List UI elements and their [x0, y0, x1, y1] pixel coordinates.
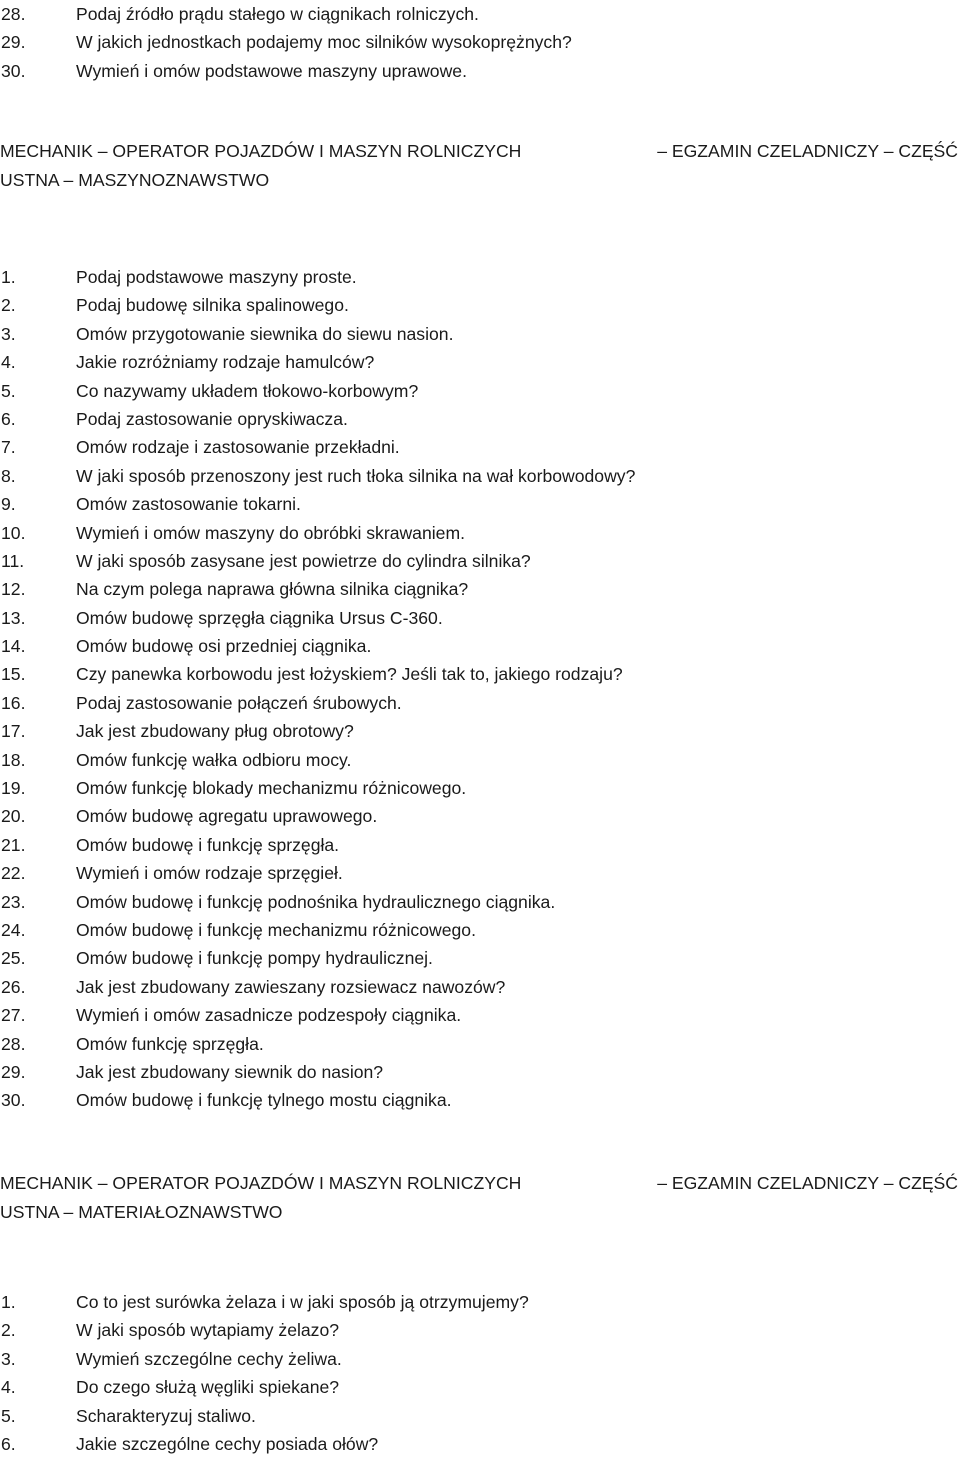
question-list-maszynoznawstwo [0, 263, 960, 1115]
item-text: Omów zastosowanie tokarni. [76, 494, 301, 515]
heading-line-2: USTNA – MATERIAŁOZNAWSTWO [0, 1201, 283, 1222]
item-number: 28. [1, 4, 26, 24]
item-number: 17. [1, 721, 26, 742]
list-item [0, 888, 960, 916]
item-text: Omów funkcję blokady mechanizmu różnicowego. [76, 778, 467, 799]
item-text: Scharakteryzuj staliwo. [76, 1405, 256, 1426]
item-number: 16. [1, 692, 26, 713]
item-text: Na czym polega naprawa główna silnika ciągnika? [76, 579, 469, 600]
item-number: 13. [1, 607, 26, 628]
list-item [0, 320, 960, 348]
item-text: Podaj zastosowanie połączeń śrubowych. [76, 692, 402, 713]
item-text: Wymień szczególne cechy żeliwa. [76, 1348, 342, 1369]
item-number: 2. [1, 295, 16, 316]
item-number: 2. [1, 1320, 16, 1341]
item-text: Omów budowę i funkcję sprzęgła. [76, 834, 340, 855]
list-item [0, 377, 960, 405]
item-text: Wymień i omów zasadnicze podzespoły ciągnika. [76, 1005, 462, 1026]
item-text: W jaki sposób przenoszony jest ruch tłoka silnika na wał korbowodowy? [76, 465, 636, 486]
list-item [0, 604, 960, 632]
heading-line-2: USTNA – MASZYNOZNAWSTWO [0, 169, 270, 190]
item-number: 14. [1, 636, 26, 657]
heading-part-a: MECHANIK – OPERATOR POJAZDÓW I MASZYN ROLNICZYCH [0, 141, 522, 161]
question-list-materialoznawstwo [0, 1288, 960, 1458]
item-text: Jakie szczególne cechy posiada ołów? [76, 1433, 379, 1454]
list-item [0, 774, 960, 802]
list-item [0, 1430, 960, 1458]
question-list-continued [0, 0, 960, 85]
item-number: 3. [1, 323, 16, 344]
list-item [0, 433, 960, 461]
item-number: 23. [1, 891, 26, 912]
item-text: Omów funkcję sprzęgła. [76, 1033, 264, 1054]
item-text: Podaj budowę silnika spalinowego. [76, 295, 349, 316]
item-number: 5. [1, 1405, 16, 1426]
item-number: 11. [1, 550, 25, 571]
item-number: 12. [1, 579, 26, 600]
item-text: Omów budowę i funkcję podnośnika hydraulicznego ciągnika. [76, 891, 556, 912]
list-item [0, 547, 960, 575]
item-number: 4. [1, 1377, 16, 1398]
heading-line-1 [0, 1169, 958, 1198]
item-text: Podaj zastosowanie opryskiwacza. [76, 408, 348, 429]
heading-line-1 [0, 137, 958, 166]
heading-part-b: – EGZAMIN CZELADNICZY – CZĘŚĆ [657, 141, 958, 161]
list-item [0, 1288, 960, 1316]
item-text: Wymień i omów maszyny do obróbki skrawaniem. [76, 522, 465, 543]
item-number: 7. [1, 437, 16, 458]
item-number: 22. [1, 863, 26, 884]
item-text: Omów budowę sprzęgła ciągnika Ursus C-360. [76, 607, 443, 628]
item-text: Co nazywamy układem tłokowo-korbowym? [76, 380, 419, 401]
item-text: Co to jest surówka żelaza i w jaki sposób ją otrzymujemy? [76, 1292, 529, 1312]
section-heading-materialoznawstwo [0, 1169, 958, 1227]
item-number: 9. [1, 494, 16, 515]
item-text: W jaki sposób zasysane jest powietrze do cylindra silnika? [76, 550, 531, 571]
item-number: 6. [1, 1433, 16, 1454]
list-item [0, 689, 960, 717]
item-number: 29. [1, 1061, 26, 1082]
list-item [0, 973, 960, 1001]
item-text: Wymień i omów podstawowe maszyny uprawowe. [76, 60, 467, 81]
item-text: Omów rodzaje i zastosowanie przekładni. [76, 437, 400, 458]
list-item [0, 859, 960, 887]
item-number: 30. [1, 60, 26, 81]
list-item [0, 916, 960, 944]
list-item [0, 57, 960, 85]
section-heading-maszynoznawstwo [0, 137, 958, 195]
list-item [0, 632, 960, 660]
heading-part-a: MECHANIK – OPERATOR POJAZDÓW I MASZYN ROLNICZYCH [0, 1173, 522, 1193]
list-item [0, 490, 960, 518]
item-number: 19. [1, 778, 26, 799]
list-item [0, 1316, 960, 1344]
list-item [0, 1086, 960, 1114]
item-text: Omów budowę osi przedniej ciągnika. [76, 636, 372, 657]
list-item [0, 660, 960, 688]
item-text: Jak jest zbudowany zawieszany rozsiewacz nawozów? [76, 976, 506, 997]
item-text: Podaj źródło prądu stałego w ciągnikach rolniczych. [76, 4, 479, 24]
list-item [0, 575, 960, 603]
item-number: 18. [1, 749, 26, 770]
item-number: 1. [1, 267, 16, 287]
item-text: Omów budowę i funkcję pompy hydraulicznej. [76, 948, 433, 969]
item-number: 27. [1, 1005, 26, 1026]
item-text: Podaj podstawowe maszyny proste. [76, 267, 357, 287]
list-item [0, 1001, 960, 1029]
item-text: Jak jest zbudowany siewnik do nasion? [76, 1061, 384, 1082]
heading-part-b: – EGZAMIN CZELADNICZY – CZĘŚĆ [657, 1173, 958, 1193]
item-number: 6. [1, 408, 16, 429]
item-text: Wymień i omów rodzaje sprzęgieł. [76, 863, 343, 884]
list-item [0, 462, 960, 490]
item-text: Omów funkcję wałka odbioru mocy. [76, 749, 352, 770]
list-item [0, 1058, 960, 1086]
list-item [0, 263, 960, 291]
item-text: W jaki sposób wytapiamy żelazo? [76, 1320, 340, 1341]
item-number: 29. [1, 32, 26, 53]
item-text: W jakich jednostkach podajemy moc silników wysokoprężnych? [76, 32, 572, 53]
item-text: Czy panewka korbowodu jest łożyskiem? Jeśli tak to, jakiego rodzaju? [76, 664, 623, 685]
item-number: 5. [1, 380, 16, 401]
list-item [0, 746, 960, 774]
item-number: 24. [1, 919, 26, 940]
item-number: 1. [1, 1292, 16, 1312]
list-item [0, 1345, 960, 1373]
item-number: 25. [1, 948, 26, 969]
item-number: 21. [1, 834, 26, 855]
list-item [0, 0, 960, 28]
item-number: 3. [1, 1348, 16, 1369]
item-number: 20. [1, 806, 26, 827]
item-number: 10. [1, 522, 26, 543]
item-text: Do czego służą węgliki spiekane? [76, 1377, 340, 1398]
item-text: Jakie rozróżniamy rodzaje hamulców? [76, 352, 375, 373]
list-item [0, 717, 960, 745]
item-text: Omów budowę i funkcję mechanizmu różnicowego. [76, 919, 476, 940]
item-number: 28. [1, 1033, 26, 1054]
item-text: Omów przygotowanie siewnika do siewu nasion. [76, 323, 454, 344]
item-text: Omów budowę i funkcję tylnego mostu ciągnika. [76, 1090, 452, 1111]
list-item [0, 1373, 960, 1401]
list-item [0, 519, 960, 547]
list-item [0, 944, 960, 972]
item-number: 8. [1, 465, 16, 486]
item-text: Omów budowę agregatu uprawowego. [76, 806, 378, 827]
list-item [0, 405, 960, 433]
list-item [0, 348, 960, 376]
item-number: 15. [1, 664, 26, 685]
list-item [0, 1402, 960, 1430]
list-item [0, 802, 960, 830]
list-item [0, 291, 960, 319]
item-text: Jak jest zbudowany pług obrotowy? [76, 721, 354, 742]
item-number: 30. [1, 1090, 26, 1111]
list-item [0, 831, 960, 859]
item-number: 26. [1, 976, 26, 997]
item-number: 4. [1, 352, 16, 373]
list-item [0, 28, 960, 56]
list-item [0, 1030, 960, 1058]
